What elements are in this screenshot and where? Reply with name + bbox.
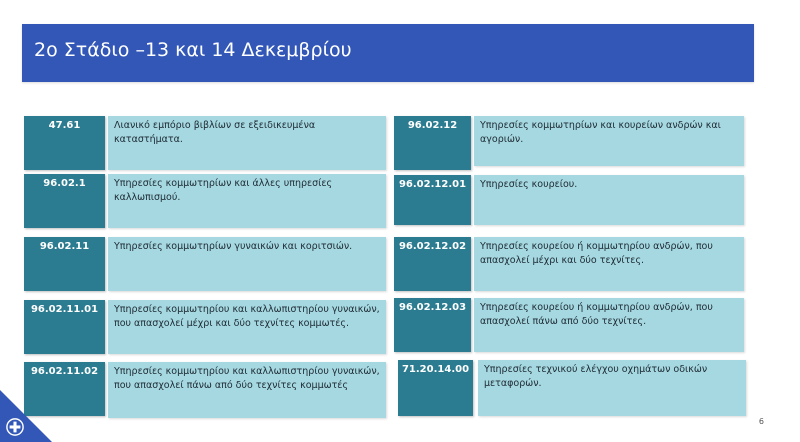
description-box-left-1: Λιανικό εμπόριο βιβλίων σε εξειδικευμένα καταστήματα. — [108, 116, 386, 170]
code-box-right-2: 96.02.12.01 — [394, 175, 471, 225]
code-box-right-3: 96.02.12.02 — [394, 237, 471, 291]
code-box-left-3: 96.02.11 — [24, 237, 105, 291]
code-box-left-2: 96.02.1 — [24, 174, 105, 228]
description-box-right-2: Υπηρεσίες κουρείου. — [474, 175, 744, 225]
slide-title: 2ο Στάδιο –13 και 14 Δεκεμβρίου — [34, 39, 352, 61]
page-number: 6 — [758, 417, 764, 426]
description-box-right-3: Υπηρεσίες κουρείου ή κομμωτηρίου ανδρών, που απασχολεί μέχρι και δύο τεχνίτες. — [474, 237, 744, 291]
code-box-right-5: 71.20.14.00 — [398, 360, 473, 416]
description-box-left-5: Υπηρεσίες κομμωτηρίου και καλλωπιστηρίου γυναικών, που απασχολεί πάνω από δύο τεχνίτες κομμωτές — [108, 362, 386, 418]
description-box-right-1: Υπηρεσίες κομμωτηρίων και κουρείων ανδρών και αγοριών. — [474, 116, 744, 166]
code-box-right-4: 96.02.12.03 — [394, 298, 471, 352]
code-box-left-1: 47.61 — [24, 116, 105, 170]
description-box-left-2: Υπηρεσίες κομμωτηρίων και άλλες υπηρεσίες καλλωπισμού. — [108, 174, 386, 228]
code-box-left-4: 96.02.11.01 — [24, 300, 105, 354]
description-box-right-4: Υπηρεσίες κουρείου ή κομμωτηρίου ανδρών, που απασχολεί πάνω από δύο τεχνίτες. — [474, 298, 744, 352]
code-box-left-5: 96.02.11.02 — [24, 362, 105, 416]
description-box-left-3: Υπηρεσίες κομμωτηρίων γυναικών και κοριτσιών. — [108, 237, 386, 291]
description-box-left-4: Υπηρεσίες κομμωτηρίου και καλλωπιστηρίου γυναικών, που απασχολεί μέχρι και δύο τεχνίτες κομμωτές. — [108, 300, 386, 354]
title-bar — [22, 24, 754, 82]
code-box-right-1: 96.02.12 — [394, 116, 471, 170]
greek-cross-emblem-icon — [6, 418, 24, 436]
description-box-right-5: Υπηρεσίες τεχνικού ελέγχου οχημάτων οδικών μεταφορών. — [478, 360, 746, 416]
